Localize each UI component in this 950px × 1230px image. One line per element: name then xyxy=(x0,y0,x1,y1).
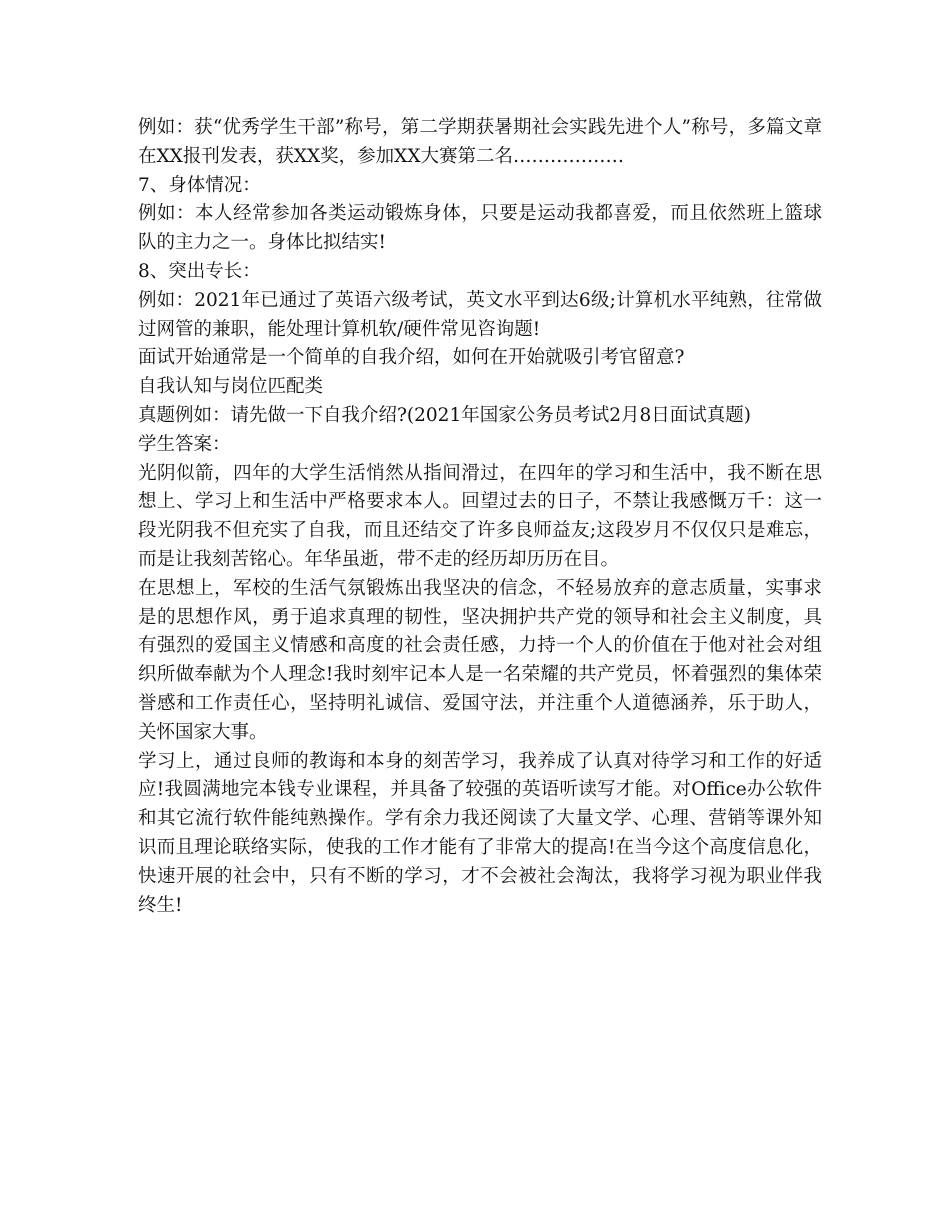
paragraph-interview-intro-question: 面试开始通常是一个简单的自我介绍，如何在开始就吸引考官留意? xyxy=(138,347,685,369)
heading-self-cognition-category: 自我认知与岗位匹配类 xyxy=(138,376,324,398)
paragraph-example-honors: 例如：获“优秀学生干部”称号，第二学期获暑期社会实践先进个人”称号，多篇文章在XX报刊发表，获XX奖，参加XX大赛第二名……………… xyxy=(138,117,822,167)
paragraph-answer-intro: 光阴似箭，四年的大学生活悄然从指间滑过，在四年的学习和生活中，我不断在思想上、学习上和生活中严格要求本人。回望过去的日子，不禁让我感慨万千：这一段光阴我不但充实了自我，而且还结交了许多良师益友;这段岁月不仅仅只是难忘，而是让我刻苦铭心。年华虽逝，带不走的经历却历历在目。 xyxy=(138,462,822,570)
paragraph-answer-ideology: 在思想上，军校的生活气氛锻炼出我坚决的信念，不轻易放弃的意志质量，实事求是的思想作风，勇于追求真理的韧性，坚决拥护共产党的领导和社会主义制度，具有强烈的爱国主义情感和高度的社会责任感，力持一个人的价值在于他对社会对组织所做奉献为个人理念!我时刻牢记本人是一名荣耀的共产党员，怀着强烈的集体荣誉感和工作责任心，坚持明礼诚信、爱国守法，并注重个人道德涵养，乐于助人，关怀国家大事。 xyxy=(138,577,822,743)
heading-special-skills: 8、突出专长： xyxy=(138,260,261,282)
paragraph-example-skills: 例如：2021年已通过了英语六级考试，英文水平到达6级;计算机水平纯熟，往常做过网管的兼职，能处理计算机软/硬件常见咨询题! xyxy=(138,289,822,340)
paragraph-example-physical: 例如：本人经常参加各类运动锻炼身体，只要是运动我都喜爱，而且依然班上篮球队的主力之一。身体比拟结实! xyxy=(138,203,822,254)
heading-student-answer: 学生答案： xyxy=(138,433,231,455)
paragraph-answer-study: 学习上，通过良师的教诲和本身的刻苦学习，我养成了认真对待学习和工作的好适应!我圆满地完本钱专业课程，并具备了较强的英语听读写才能。对Office办公软件和其它流行软件能纯熟操作。学有余力我还阅读了大量文学、心理、营销等课外知识而且理论联络实际，使我的工作才能有了非常大的提高!在当今这个高度信息化，快速开展的社会中，只有不断的学习，才不会被社会淘汰，我将学习视为职业伴我终生! xyxy=(138,750,822,916)
heading-physical-condition: 7、身体情况： xyxy=(138,174,261,196)
paragraph-real-question-example: 真题例如：请先做一下自我介绍?(2021年国家公务员考试2月8日面试真题) xyxy=(138,404,751,426)
document-body xyxy=(138,114,822,920)
